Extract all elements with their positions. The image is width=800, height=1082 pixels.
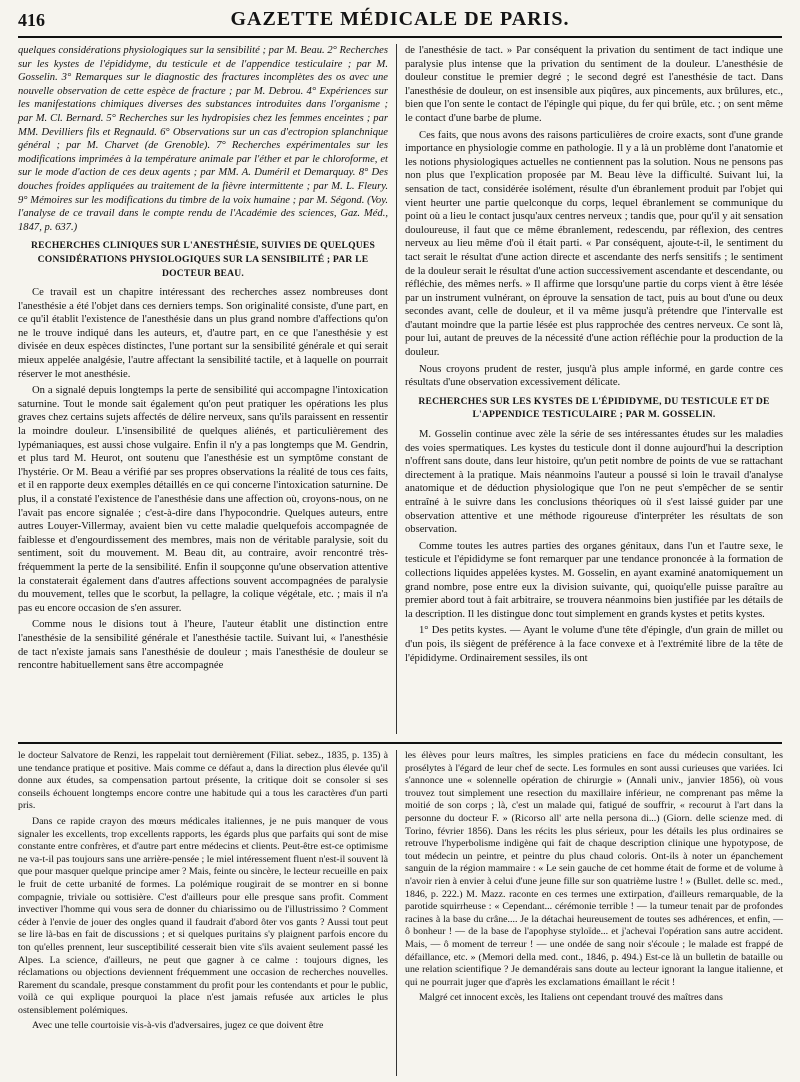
body-paragraph: Ce travail est un chapitre intéressant des recherches assez nombreuses dont l'anesthésie a été l'objet dans ces derniers temps. Son originalité consiste, d'une part, en ce qu'il établit l'existence de l'anesthésie dans un plus grand nombre d'affections qu'on ne le trouve indiqué dans les auteurs, et, d'autre part, en ce que l'anesthésie y est divisée en deux espèces distinctes, l'une portant sur la sensibilité générale et qui serait mieux appelée analgésie, l'autre affectant la sensibilité tactile, et à laquelle on pourrait réserver le mot anesthésie. — [18, 287, 388, 380]
left-column-top — [18, 44, 388, 740]
body-paragraph: On a signalé depuis longtemps la perte de sensibilité qui accompagne l'intoxication saturnine. Tout le monde sait également qu'on peut pratiquer les opérations les plus graves chez certains sujets affectés de délire nerveux, sans qu'ils paraissent en ressentir la moindre douleur. L'insensibilité de quelques aliénés, et particulièrement des lypémaniaques, est aussi chose vulgaire. Enfin il n'y a pas longtemps que M. Gendrin, et plus tard M. Heurot, ont soutenu que l'anesthésie est un symptôme constant de l'hystérie. Or M. Beau a vérifié par ses propres observations la réalité de tous ces faits, et il en rapporte deux exemples détaillés en ce qui concerne l'intoxication saturnine. De plus, il a constaté l'existence de l'anesthésie dans une affection où, croyons-nous, on ne l'avait pas encore signalée ; c'est-à-dire dans l'hypocondrie. Quelques auteurs, entre autres Louyer-Villermay, avaient bien vu cette maladie quelquefois accompagnée de faiblesse et d'engourdissement des membres, mais non de véritable paralysie, soit du sentiment, soit du mouvement. M. Beau dit, au contraire, avoir rencontré très-fréquemment la perte de la sensibilité. Enfin il soupçonne qu'une observation attentive la constaterait également dans d'autres affections souvent accompagnées de paralysie du mouvement, telles que le scorbut, la pellagre, la colique végétale, etc. ; mais il n'a pas eu encore occasion de s'en assurer. — [18, 385, 388, 614]
page-number: 416 — [18, 10, 45, 30]
feuilleton-paragraph: Dans ce rapide crayon des mœurs médicales italiennes, je ne puis manquer de vous signaler les excellents, trop excellents rapports, les égards plus que parfaits qui sont de mise constante entre confrères, et d'autre part entre médecins et clients. Peut-être est-ce optimisme ne va-t-il pas toujours sans une arrière-pensée ; le miel intéressement fluent n'est-il souvent là que pour masquer quelque principe amer ? Mais, feinte ou sincère, le lecteur recueille en paix le fruit de cette urbanité de formes. La polémique rougirait de se montrer en si bonne compagnie, triviale ou sottisière. C'est d'ailleurs pour elle presque sans profit. Comment invectiver l'homme qui vous sera de donner du chiarissimo ou de l'illustrissimo ? Comment céder à l'envie de jouer des ongles quand il faudrait d'abord ôter vos gants ? Aussi tout peut se lire là-bas en fait de discussions ; et si quelques puritains s'y plaignent parfois encore du ton qu'elles prennent, leur susceptibilité cesserait bien vite s'ils avaient seulement passé les Alpes. La science, d'ailleurs, ne peut que gagner à ce calme : toujours dignes, les réclamations ou objections deviennent fréquemment une occasion de recherches nouvelles. Rarement du scandale, presque constamment du profit pour les contendants et pour le public, voilà ce qui explique pourquoi la place n'est jamais refusée aux articles le plus ostensiblement polémiques. — [18, 815, 388, 1016]
feuilleton-paragraph: le docteur Salvatore de Renzi, les rappelait tout dernièrement (Filiat. sebez., 1835, p. 135) à une tendance pratique et positive. Mais comme ce défaut a, dans la direction plus élevée qu'il donne aux études, sa compensation partout présente, la critique doit se consoler si ses conseils échouent longtemps encore contre une habitude qui a tous les caractères d'un parti pris. — [18, 750, 388, 812]
column-divider — [396, 44, 397, 734]
article-heading-kystes: RECHERCHES SUR LES KYSTES DE L'ÉPIDIDYME, DU TESTICULE ET DE L'APPENDICE TESTICULAIRE ; PAR M. GOSSELIN. — [418, 395, 770, 421]
journal-title: GAZETTE MÉDICALE DE PARIS. — [230, 8, 570, 30]
body-paragraph: Comme toutes les autres parties des organes génitaux, dans l'un et l'autre sexe, le testicule et l'épididyme se font remarquer par une tendance prononcée à la formation de collections liquides appelées kystes. M. Gosselin, en ayant examiné anatomiquement un grand nombre, pose entre eux la division suivante, qui, quoiqu'elle puisse paraître au premier abord tout à fait arbitraire, se trouvera néanmoins bien justifiée par les détails de la description. Il les distingue donc tout simplement en grands kystes et petits kystes. — [405, 540, 783, 620]
body-paragraph: Nous croyons prudent de rester, jusqu'à plus ample informé, en garde contre ces résultats d'une observation excessivement délicate. — [405, 363, 783, 389]
right-column-bottom — [405, 750, 783, 1080]
right-column-top — [405, 44, 783, 740]
section-divider — [18, 742, 782, 744]
feuilleton-paragraph: Malgré cet innocent excès, les Italiens ont cependant trouvé des maîtres dans — [419, 992, 723, 1004]
article-heading-anesthesie: RECHERCHES CLINIQUES SUR L'ANESTHÉSIE, SUIVIES DE QUELQUES CONSIDÉRATIONS PHYSIOLOGIQUES SUR LA SENSIBILITÉ ; PAR LE DOCTEUR BEAU. — [30, 240, 376, 279]
body-paragraph: Ces faits, que nous avons des raisons particulières de croire exacts, sont d'une grande importance en physiologie comme en pathologie. Il y a là un problème dont l'anatomie et les notions physiologiques actuelles ne contiennent pas la solution. Nous ne pensons pas non plus que l'explication proposée par M. Beau lève la difficulté. Suivant lui, la sensation de tact, considérée isolément, résulte d'un ébranlement produit par l'objet qui vient heurter une partie quelconque du corps, lequel ébranlement se communique du point où a lieu le contact jusqu'aux centres nerveux ; tandis que, pour qu'il y ait sensation douloureuse, il faut que ce même ébranlement, redescendu, par réflexion, des centres nerveux au lieu même d'où il était parti. « Par conséquent, ajoute-t-il, le sentiment du tact serait le résultat d'une action directe et ascendante des nerfs sensitifs ; le sentiment de la douleur serait le résultat d'une action successivement ascendante et descendante, ou réfléchie, des mêmes nerfs. » Il affirme que lorsqu'une partie du corps vient à être lésée par un instrument vulnérant, on éprouve la sensation de tact, puis au bout d'une ou deux secondes avant, celle de douleur, et il va même jusqu'à prétendre que l'intervalle est d'autant moindre que la partie lésée est plus rapprochée des centres nerveux. Ce sont là, pour lui, autant de preuves de la nécessité d'une action réfléchie pour la production de la douleur. — [405, 129, 783, 359]
page-header — [18, 8, 782, 38]
body-paragraph: de l'anesthésie de tact. » Par conséquent la privation du sentiment de tact indique une paralysie plus intense que la privation du sentiment de la douleur. L'anesthésie de douleur constitue le premier degré ; le second degré est l'anesthésie de tact. Dans l'anesthésie de douleur, on est insensible aux piqûres, aux pincements, aux brûlures, etc., bien que l'on sente le contact de l'épingle qui pique, du fer qui brûle, etc. ; on sent même le contact d'une barbe de plume. — [405, 45, 783, 124]
feuilleton-paragraph: les élèves pour leurs maîtres, les simples praticiens en face du médecin consultant, les prosélytes à l'égard de leur chef de secte. Les formules en sont aussi curieuses que variées. Ici s'annonce une « solennelle opération de chirurgie » (Annali univ., janvier 1856), où vous trouvez tout simplement une resection du maxillaire inférieur, ne comprenant pas même la moitié de son corps ; là, c'est un malade qui, fatigué de souffrir, « recourut à l'art dans la personne du docteur F. » (Ricorso all' arte nella persona di...) (Giorn. delle scienze med. di Torino, février 1856). Dans les récits les plus sérieux, pour les détails les plus ordinaires se retrouve l'hyperbolisme indigène qui fait de chaque description clinique une hypotypose, de tout médecin un peintre, et peintre du plus chaud coloris. Ont-ils à noter un épanchement sanguin de la région mammaire : « Le sein gauche de cet homme était de forme et de volume à n'avoir rien à envier à celui d'une jeune fille sur son quatrième lustre ! » (Bullet. delle sc. med., 1846, p. 222.) M. Mazz. raconte en ces termes une extirpation, d'ailleurs remarquable, de la parotide squirrheuse : « Cependant... cérémonie terrible ! — la tumeur tenait par de profondes racines à la base du crâne.... Je la détachai heureusement de toutes ses adhérences, et enfin, — ô bonheur ! — de la base de l'apophyse styloïde... et j'achevai l'opération sans autre accident. Mais, — ô moment de terreur ! — une ondée de sang noir s'écoule ; le malade est frappé de défaillance, etc. » (Memori della med. cont., 1846, p. 494.) Est-ce là un bulletin de bataille ou une relation scientifique ? Je demandérais sans doute au lecteur ignorant la langue italienne, et qui ne pourrait juger que d'après les exclamations émaillant le récit ! — [405, 750, 783, 988]
body-paragraph: Comme nous le disions tout à l'heure, l'auteur établit une distinction entre l'anesthésie de la sensibilité générale et l'anesthésie tactile. Suivant lui, « l'anesthésie de tact n'existe jamais sans l'anesthésie de douleur ; mais l'anesthésie de douleur se rencontre habituellement sans être accompagnée — [18, 619, 388, 672]
body-paragraph: M. Gosselin continue avec zèle la série de ses intéressantes études sur les maladies des voies spermatiques. Les kystes du testicule dont il donne aujourd'hui la description n'offrent sans doute, dans leur histoire, qu'un petit nombre de points de vue se rattachant directement à la pratique. Mais néanmoins l'auteur a poussé si loin le travail d'analyse anatomique et de déduction physiologique que l'on ne peut s'empêcher de se sentir entraîné à le suivre dans les conclusions théoriques où il s'est laissé guider par une observation attentive et une méthode rigoureuse d'interpréter les résultats de son observation. — [405, 429, 783, 536]
column-divider-bottom — [396, 750, 397, 1076]
feuilleton-paragraph: Avec une telle courtoisie vis-à-vis d'adversaires, jugez ce que doivent être — [32, 1020, 324, 1032]
body-paragraph: 1° Des petits kystes. — Ayant le volume d'une tête d'épingle, d'un grain de millet ou d'un pois, ils siègent de préférence à la face convexe et à l'extrémité libre de la tête de l'épididyme. Ordinairement sessiles, ils ont — [405, 625, 783, 664]
left-column-bottom — [18, 750, 388, 1080]
article-list-paragraph: quelques considérations physiologiques sur la sensibilité ; par M. Beau. 2° Recherches sur les kystes de l'épididyme, du testicule et de l'appendice testiculaire ; par M. Gosselin. 3° Remarques sur le diagnostic des fractures incomplètes des os avec une nouvelle observation de cette espèce de fracture ; par M. Debrou. 4° Expériences sur les manifestations chimiques diverses des substances introduites dans l'organisme ; par M. Cl. Bernard. 5° Recherches sur les hydropisies chez les femmes enceintes ; par MM. Devilliers fils et Regnauld. 6° Observations sur un cas d'ectropion splanchnique général ; par M. Charvet (de Grenoble). 7° Recherches expérimentales sur les modifications imprimées à la température animale par l'éther et par le chloroforme, et sur le mode d'action de ces deux agents ; par MM. A. Duméril et Demarquay. 8° Des douches froides appliquées au traitement de la fièvre intermittente ; par M. L. Fleury. 9° Mémoires sur les modifications du timbre de la voix humaine ; par M. Ségond. (Voy. l'analyse de ce travail dans le compte rendu de l'Académie des sciences, Gaz. Méd., 1847, p. 637.) — [18, 45, 388, 233]
